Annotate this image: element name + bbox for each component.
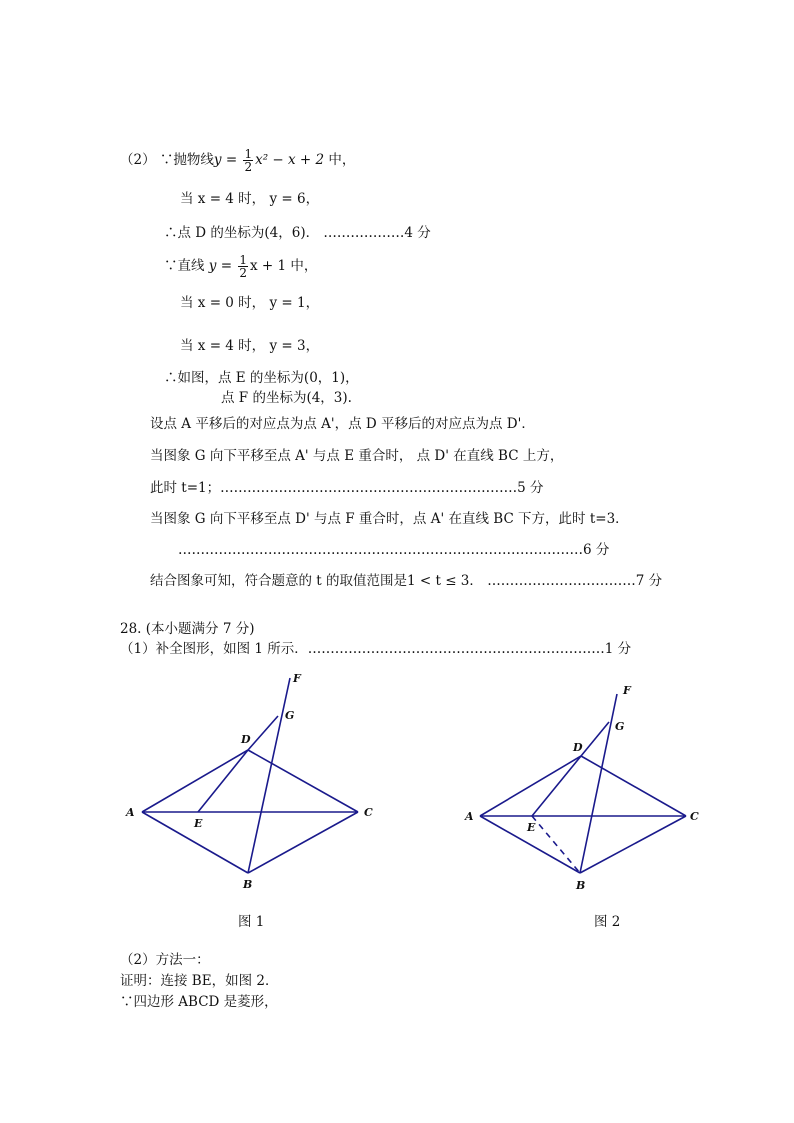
text-line: 证明：连接 BE，如图 2． <box>120 973 279 989</box>
label-E: E <box>194 817 203 830</box>
fraction-numerator: 1 <box>239 253 247 267</box>
label-C: C <box>690 810 699 823</box>
text-line: ∵四边形 ABCD 是菱形， <box>120 994 278 1010</box>
parabola-line <box>120 148 355 173</box>
label-F: F <box>293 672 301 685</box>
label-G: G <box>615 720 625 733</box>
segment-DC <box>581 756 686 816</box>
ray-BF <box>248 678 290 873</box>
text-line: ∴点 D 的坐标为(4，6)． ………………4 分 <box>164 225 431 241</box>
text-line: （1）补全图形，如图 1 所示．…………………………………………………………1 分 <box>120 641 632 657</box>
parabola-y: y <box>213 152 222 168</box>
label-A: A <box>465 810 474 823</box>
label-B: B <box>576 879 586 892</box>
segment-BE-dashed <box>532 816 580 873</box>
segment-CB <box>580 816 686 873</box>
ray-BF <box>580 694 617 873</box>
text-line: ∴如图，点 E 的坐标为(0，1)， <box>164 370 359 386</box>
line-equation: ∵直线 y = $\frac{1}{2}$ x + 1 中， <box>164 253 318 280</box>
label-D: D <box>241 733 251 746</box>
question-title: 28. (本小题满分 7 分) <box>120 621 255 637</box>
figure-1-caption: 图 1 <box>238 914 265 930</box>
text-line: 设点 A 平移后的对应点为点 A'，点 D 平移后的对应点为点 D'． <box>150 416 535 432</box>
fraction-denominator: 2 <box>244 160 253 174</box>
text-line: 当 x = 4 时， y = 3， <box>180 338 320 354</box>
text-line: 当 x = 4 时， y = 6， <box>180 191 320 207</box>
line-fraction <box>238 254 248 279</box>
label-E: E <box>527 821 536 834</box>
label-F: F <box>623 684 631 697</box>
label-B: B <box>243 878 253 891</box>
line-rest: x + 1 中， <box>249 258 318 274</box>
line-pre: ∵直线 <box>164 258 209 274</box>
text-line: 点 F 的坐标为(4，3). <box>221 390 352 406</box>
segment-CB <box>248 812 358 873</box>
parabola-pre: ∵抛物线 <box>159 152 214 168</box>
text-line: 此时 t=1；…………………………………………………………5 分 <box>150 480 544 496</box>
text-line: 当图象 G 向下平移至点 D' 与点 F 重合时，点 A' 在直线 BC 下方，此时 t=3． <box>150 511 629 527</box>
segment-DE <box>532 756 581 816</box>
text-line: 当图象 G 向下平移至点 A' 与点 E 重合时， 点 D' 在直线 BC 上方， <box>150 448 564 464</box>
text-line: ………………………………………………………………………………6 分 <box>178 542 610 558</box>
figure-1 <box>120 670 380 900</box>
parabola-fraction <box>243 148 253 173</box>
parabola-eq: = <box>221 152 242 168</box>
segment-DG <box>248 716 278 750</box>
label-G: G <box>285 709 295 722</box>
text-line: 结合图象可知，符合题意的 t 的取值范围是1 < t ≤ 3． ……………………………7 分 <box>150 573 663 589</box>
figure-2-caption: 图 2 <box>594 914 621 930</box>
text-line: （2）方法一： <box>120 952 210 968</box>
figure-2 <box>460 680 710 900</box>
segment-DE <box>198 750 248 812</box>
label-C: C <box>364 806 373 819</box>
segment-AD <box>142 750 248 812</box>
segment-DC <box>248 750 358 812</box>
segment-AD <box>480 756 581 816</box>
fraction-denominator: 2 <box>239 266 247 280</box>
parabola-rest: x² − x + 2 <box>255 152 325 168</box>
text-line: 当 x = 0 时， y = 1， <box>180 295 320 311</box>
label-D: D <box>573 741 583 754</box>
part-label: （2） <box>120 152 156 168</box>
fraction-numerator: 1 <box>244 147 253 161</box>
parabola-post: 中， <box>324 152 356 168</box>
label-A: A <box>126 806 135 819</box>
